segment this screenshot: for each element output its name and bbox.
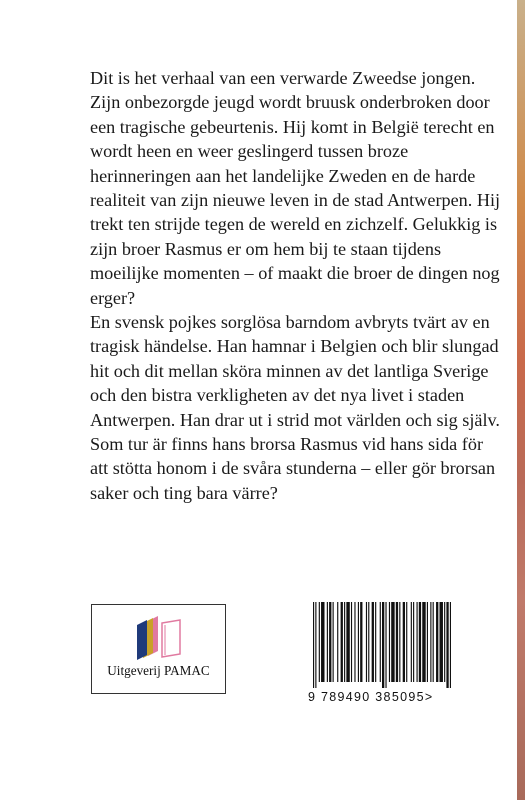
barcode-bar (346, 602, 349, 682)
blurb-swedish: En svensk pojkes sorglösa barndom avbryts tvärt av en tragisk händelse. Han hamnar i Belgien och blir slungad hit och dit mellan sköra minnen av det lantliga Sverige och den bistra verkligheten av det nya livet i staden Antwerpen. Han drar ut i strid mot världen och sig själv. Som tur är finns hans brorsa Rasmus vid hans sida för att stötta honom i de svåra stunderna – eller gör brorsan saker och ting bara värre? (90, 312, 500, 503)
barcode-bar (315, 602, 316, 688)
barcode-bar (433, 602, 434, 682)
barcode-bar (319, 602, 320, 682)
barcode-bar (399, 602, 400, 682)
barcode-bar (427, 602, 428, 682)
barcode-bar (385, 602, 386, 688)
isbn-number (308, 690, 513, 704)
barcode-bar (406, 602, 407, 682)
barcode-bar (329, 602, 331, 682)
barcode-bar (450, 602, 451, 688)
barcode-bar (354, 602, 355, 682)
quiet-zone-mark: > (424, 690, 434, 704)
barcode-bar (380, 602, 381, 682)
barcode-bar (436, 602, 438, 682)
barcode-bar (422, 602, 425, 682)
barcode-bar (391, 602, 394, 682)
barcode-bar (446, 602, 448, 688)
barcode-bar (333, 602, 334, 682)
publisher-name: Uitgeverij PAMAC (107, 663, 210, 678)
isbn-digits: 9 789490 385095 (308, 690, 425, 704)
blurb-dutch: Dit is het verhaal van een verwarde Zweedse jongen. Zijn onbezorgde jeugd wordt bruusk onderbroken door een tragische gebeurtenis. Hij komt in België terecht en wordt heen en weer geslingerd tussen broze herinneringen aan het landelijke Zweden en de harde realiteit van zijn nieuwe leven in de stad Antwerpen. Hij trekt ten strijde tegen de wereld en zichzelf. Gelukkig is zijn broer Rasmus er om hem bij te staan tijdens moeilijke momenten – of maakt die broer de dingen nog erger? (90, 68, 501, 308)
barcode-bar (417, 602, 418, 682)
barcode-bar (411, 602, 412, 682)
barcode-bar (403, 602, 405, 682)
publisher-logo (91, 604, 226, 694)
barcode-bar (358, 602, 359, 682)
barcode-bar (344, 602, 345, 682)
barcode-bar (360, 602, 362, 682)
barcode-bar (372, 602, 374, 682)
barcode-bar (375, 602, 376, 682)
barcode-bar (444, 602, 445, 682)
books-logo-icon (134, 611, 186, 661)
barcode-bar (419, 602, 421, 682)
cover-art-edge (517, 0, 525, 800)
barcode-bar (321, 602, 324, 682)
barcode-bar (366, 602, 367, 682)
barcode-bar (327, 602, 328, 682)
isbn-barcode (313, 602, 500, 688)
barcode-bar (337, 602, 338, 682)
barcode-bar (413, 602, 414, 682)
barcode-bar (313, 602, 314, 688)
barcode-bar (389, 602, 390, 682)
barcode-bar (430, 602, 431, 682)
barcode-bar (396, 602, 398, 682)
barcode-bar (440, 602, 443, 682)
barcode-bar (341, 602, 343, 682)
barcode-bar (382, 602, 384, 688)
barcode-bar (368, 602, 369, 682)
barcode-bar (351, 602, 352, 682)
